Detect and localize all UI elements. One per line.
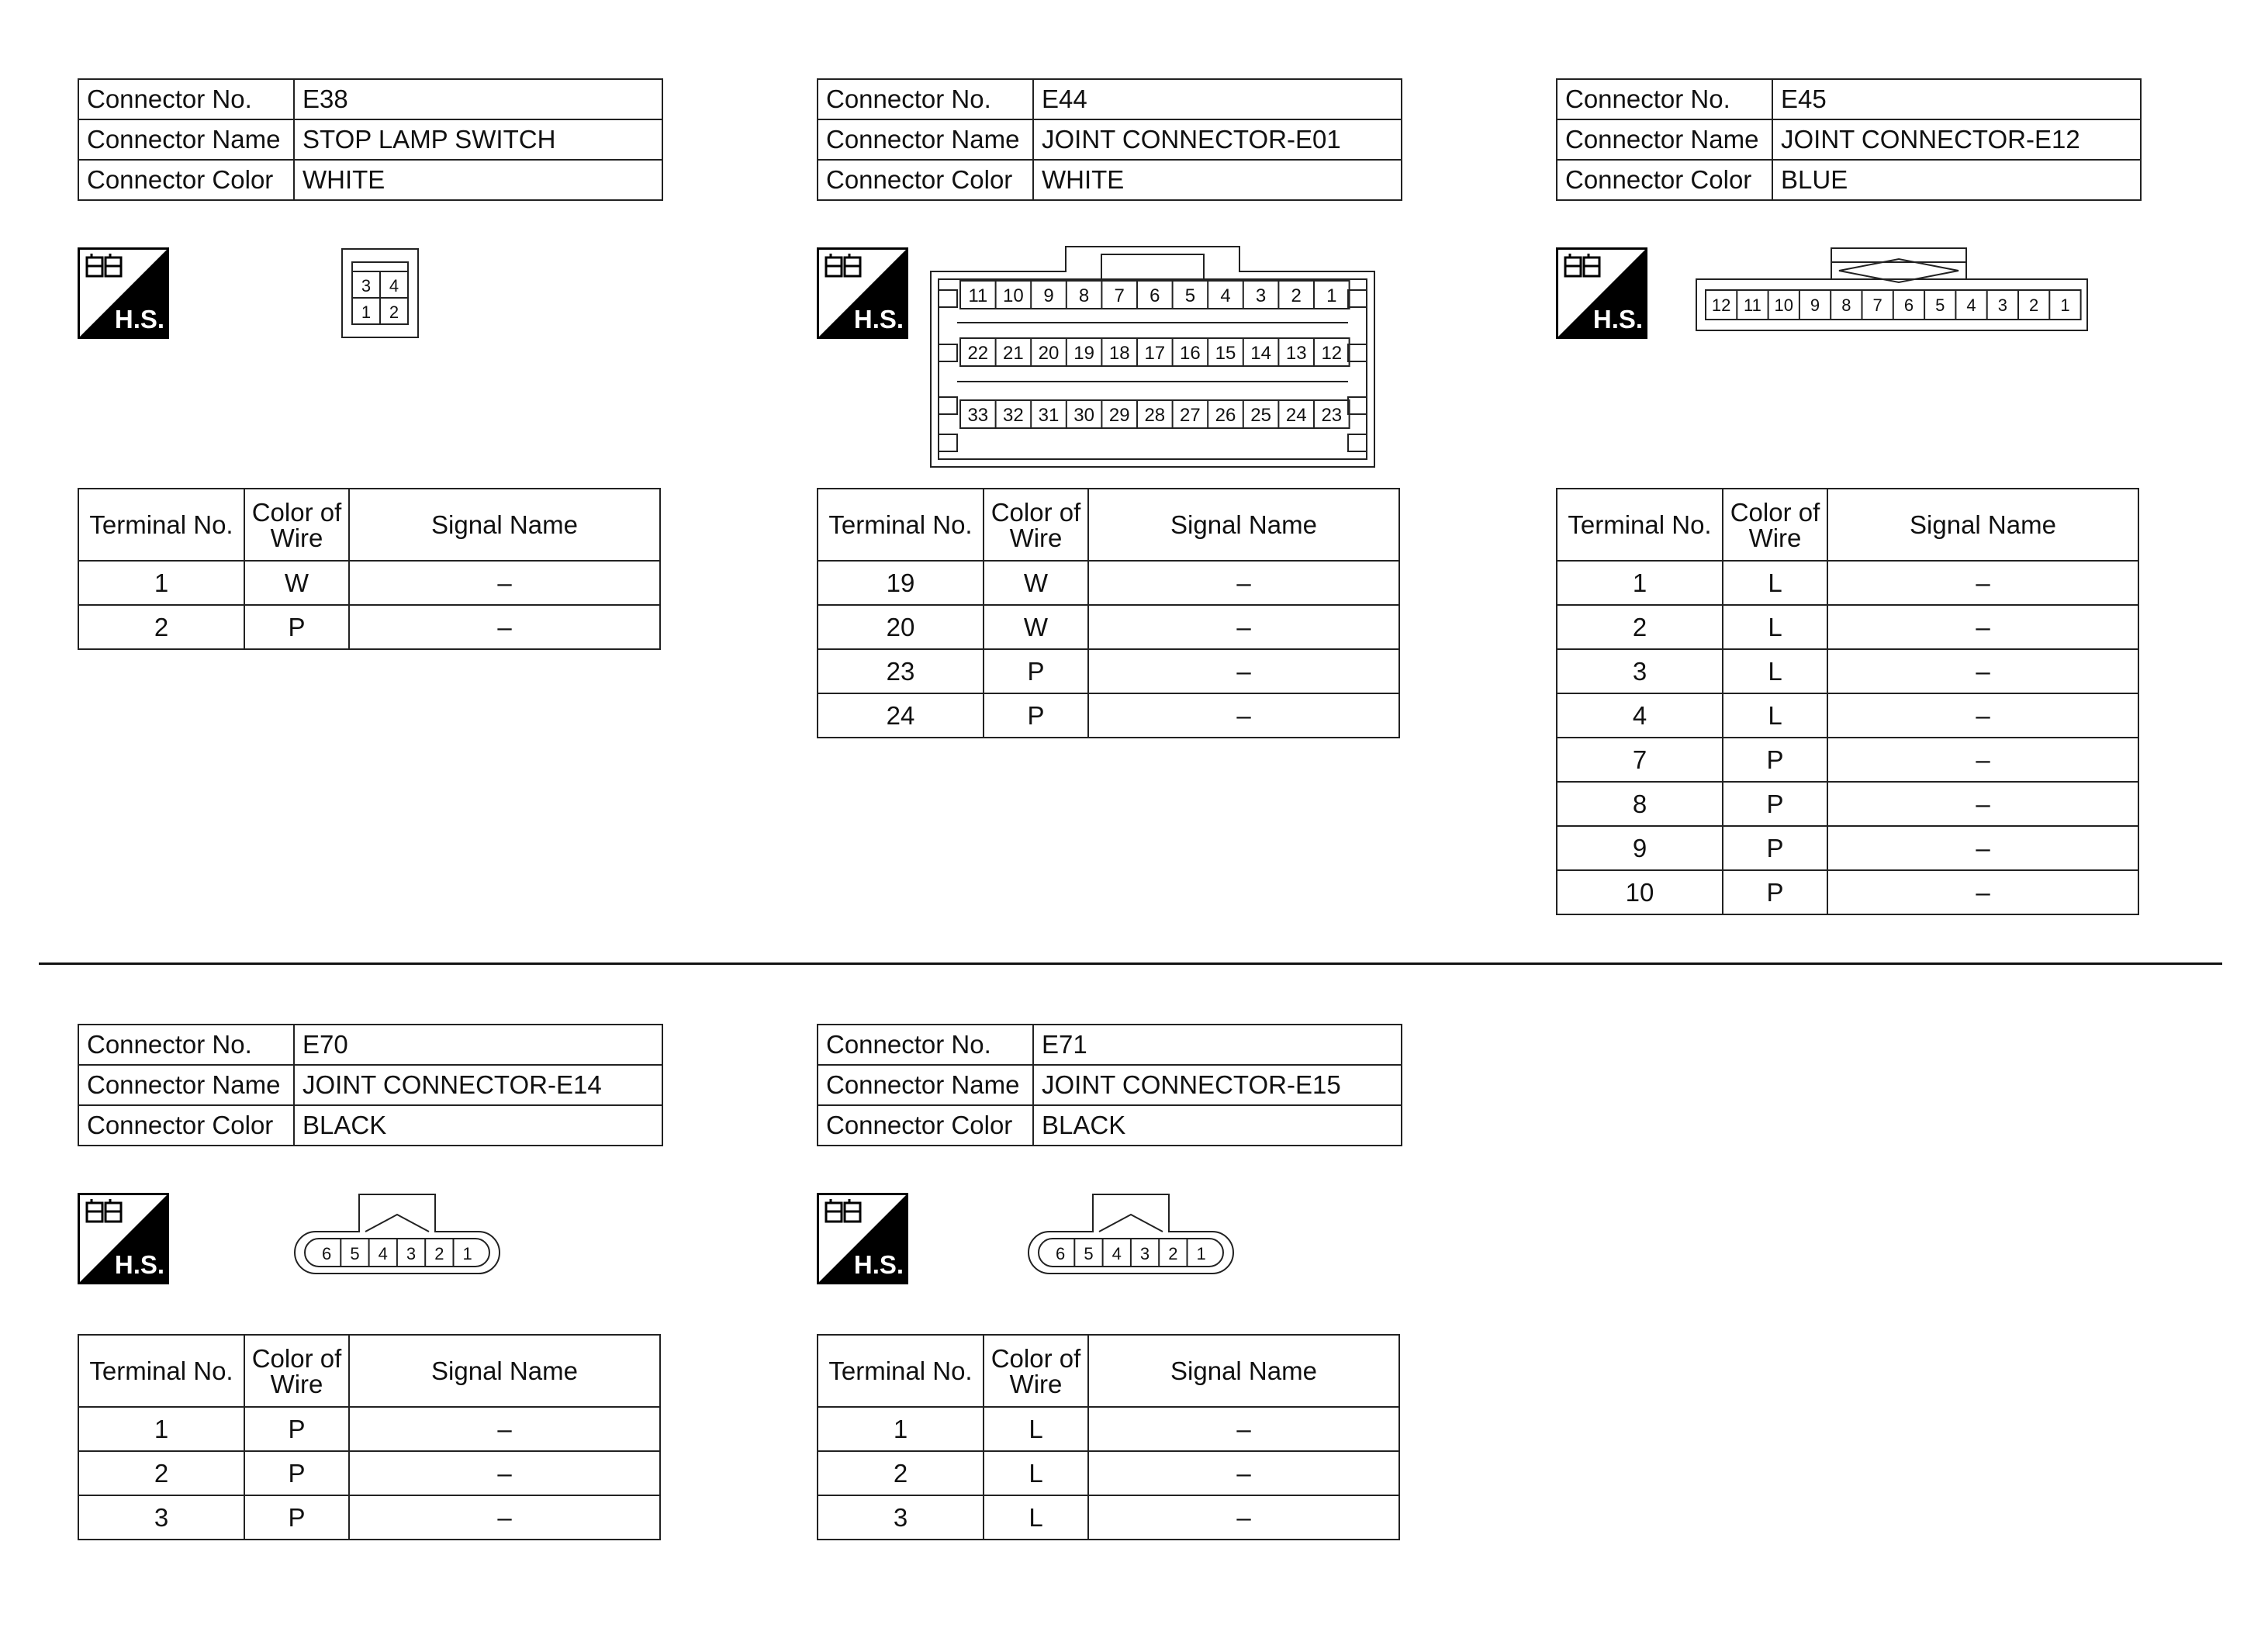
pin-number: 8 — [1078, 285, 1090, 306]
connector-info-table — [817, 1024, 1402, 1146]
connector-face-diagram — [1018, 1193, 1243, 1278]
connector-name-value: JOINT CONNECTOR-E15 — [1033, 1065, 1402, 1105]
pin-number: 27 — [1180, 405, 1201, 426]
connector-info-table — [78, 78, 663, 201]
signal-name-cell: – — [349, 561, 660, 605]
pin-number: 9 — [1810, 295, 1820, 315]
signal-name-cell: – — [1827, 782, 2138, 826]
hs-label: H.S. — [853, 1250, 904, 1279]
wire-color-cell: W — [244, 561, 349, 605]
terminal-no-cell: 2 — [1557, 605, 1723, 649]
wire-color-cell: W — [984, 605, 1088, 649]
connector-number-row — [818, 1025, 1402, 1065]
pin-number: 31 — [1038, 405, 1060, 426]
signal-name-cell: – — [1827, 826, 2138, 870]
signal-name-cell: – — [1088, 1407, 1399, 1451]
connector-number-value: E38 — [294, 79, 662, 119]
wire-color-cell: W — [984, 561, 1088, 605]
terminal-no-cell: 1 — [818, 1407, 984, 1451]
pin-number: 8 — [1841, 295, 1851, 315]
connector-name-value: STOP LAMP SWITCH — [294, 119, 662, 160]
table-row — [78, 605, 660, 649]
connector-number-label: Connector No. — [78, 79, 294, 119]
connector-number-row — [1557, 79, 2141, 119]
connector-number-row — [818, 79, 1402, 119]
connector-color-row — [78, 1105, 662, 1146]
terminal-no-cell: 3 — [818, 1495, 984, 1540]
connector-number-label: Connector No. — [818, 1025, 1033, 1065]
table-row — [1557, 826, 2138, 870]
signal-name-cell: – — [1827, 738, 2138, 782]
terminal-table-header — [1557, 489, 2138, 561]
wire-color-cell: P — [1723, 870, 1827, 914]
pin-number: 22 — [967, 343, 989, 364]
hs-label: H.S. — [114, 1250, 165, 1279]
pin-number: 6 — [1903, 295, 1914, 315]
connector-name-label: Connector Name — [78, 119, 294, 160]
connector-name-row — [78, 119, 662, 160]
terminal-no-cell: 3 — [1557, 649, 1723, 693]
signal-name-header: Signal Name — [349, 489, 660, 561]
pin-number: 32 — [1003, 405, 1024, 426]
connector-name-label: Connector Name — [1557, 119, 1772, 160]
pin-number: 25 — [1250, 405, 1271, 426]
pin-number: 13 — [1285, 343, 1307, 364]
terminal-no-cell: 9 — [1557, 826, 1723, 870]
connector-number-label: Connector No. — [78, 1025, 294, 1065]
pin-number: 15 — [1215, 343, 1236, 364]
signal-name-cell: – — [349, 1495, 660, 1540]
section-divider — [39, 963, 2222, 965]
terminal-no-cell: 24 — [818, 693, 984, 738]
connector-color-label: Connector Color — [1557, 160, 1772, 200]
connector-name-value: JOINT CONNECTOR-E14 — [294, 1065, 662, 1105]
pin-number: 4 — [1966, 295, 1976, 315]
pin-number: 4 — [389, 276, 399, 295]
signal-name-header: Signal Name — [349, 1335, 660, 1407]
signal-name-header: Signal Name — [1088, 489, 1399, 561]
terminal-no-cell: 2 — [818, 1451, 984, 1495]
hs-harness-side-icon — [817, 247, 908, 339]
hs-harness-side-icon — [78, 247, 169, 339]
table-row — [1557, 561, 2138, 605]
signal-name-cell: – — [1827, 649, 2138, 693]
hs-harness-side-icon — [1556, 247, 1647, 339]
table-row — [818, 649, 1399, 693]
pin-number: 26 — [1215, 405, 1236, 426]
terminal-no-cell: 23 — [818, 649, 984, 693]
table-row — [78, 1407, 660, 1451]
connector-color-value: BLACK — [294, 1105, 662, 1146]
connector-name-label: Connector Name — [78, 1065, 294, 1105]
terminal-no-header: Terminal No. — [818, 1335, 984, 1407]
pin-number: 3 — [1255, 285, 1267, 306]
terminal-no-cell: 3 — [78, 1495, 244, 1540]
connector-number-label: Connector No. — [818, 79, 1033, 119]
connector-name-row — [78, 1065, 662, 1105]
hs-label: H.S. — [853, 305, 904, 334]
pin-number: 3 — [406, 1244, 417, 1263]
wire-color-cell: L — [1723, 605, 1827, 649]
connector-face-diagram — [285, 1193, 510, 1278]
connector-number-row — [78, 1025, 662, 1065]
terminal-no-cell: 2 — [78, 605, 244, 649]
connector-color-value: BLUE — [1772, 160, 2141, 200]
connector-color-label: Connector Color — [818, 160, 1033, 200]
wire-color-cell: P — [244, 605, 349, 649]
wire-color-cell: L — [984, 1451, 1088, 1495]
connector-name-row — [1557, 119, 2141, 160]
terminal-table — [78, 1334, 661, 1540]
table-row — [818, 605, 1399, 649]
wire-color-cell: L — [984, 1407, 1088, 1451]
wire-color-cell: P — [1723, 826, 1827, 870]
signal-name-cell: – — [1088, 693, 1399, 738]
pin-number: 3 — [1997, 295, 2007, 315]
pin-number: 6 — [1056, 1244, 1066, 1263]
terminal-no-cell: 20 — [818, 605, 984, 649]
pin-number: 4 — [378, 1244, 388, 1263]
table-row — [78, 561, 660, 605]
connector-color-label: Connector Color — [78, 1105, 294, 1146]
connector-info-table — [78, 1024, 663, 1146]
wire-color-cell: P — [984, 649, 1088, 693]
wire-color-cell: P — [244, 1495, 349, 1540]
connector-color-value: WHITE — [1033, 160, 1402, 200]
color-of-wire-header: Color of Wire — [244, 489, 349, 561]
connector-info-table — [817, 78, 1402, 201]
pin-number: 12 — [1321, 343, 1343, 364]
connector-number-value: E70 — [294, 1025, 662, 1065]
hs-harness-side-icon — [817, 1193, 908, 1284]
table-row — [1557, 649, 2138, 693]
terminal-table — [817, 488, 1400, 738]
connector-number-value: E45 — [1772, 79, 2141, 119]
wire-color-cell: P — [244, 1451, 349, 1495]
pin-number: 5 — [350, 1244, 360, 1263]
signal-name-header: Signal Name — [1827, 489, 2138, 561]
pin-number: 1 — [462, 1244, 472, 1263]
table-row — [1557, 605, 2138, 649]
connector-color-value: WHITE — [294, 160, 662, 200]
pin-number: 30 — [1073, 405, 1094, 426]
terminal-no-cell: 1 — [78, 561, 244, 605]
signal-name-cell: – — [349, 1407, 660, 1451]
terminal-no-cell: 7 — [1557, 738, 1723, 782]
signal-name-cell: – — [349, 1451, 660, 1495]
connector-info-table — [1556, 78, 2142, 201]
pin-number: 2 — [2029, 295, 2039, 315]
table-row — [818, 1407, 1399, 1451]
connector-color-row — [1557, 160, 2141, 200]
pin-number: 16 — [1180, 343, 1201, 364]
pin-number: 2 — [1291, 285, 1302, 306]
pin-number: 7 — [1114, 285, 1125, 306]
pin-number: 3 — [1139, 1244, 1150, 1263]
terminal-no-header: Terminal No. — [78, 1335, 244, 1407]
wire-color-cell: L — [984, 1495, 1088, 1540]
wire-color-cell: L — [1723, 561, 1827, 605]
pin-number: 23 — [1321, 405, 1343, 426]
pin-number: 24 — [1285, 405, 1307, 426]
pin-number: 29 — [1108, 405, 1130, 426]
pin-number: 17 — [1144, 343, 1166, 364]
table-row — [1557, 738, 2138, 782]
color-of-wire-header: Color of Wire — [1723, 489, 1827, 561]
signal-name-cell: – — [1088, 1495, 1399, 1540]
connector-name-value: JOINT CONNECTOR-E01 — [1033, 119, 1402, 160]
table-row — [818, 1495, 1399, 1540]
pin-number: 28 — [1144, 405, 1166, 426]
connector-face-diagram — [1695, 247, 2090, 334]
terminal-table — [78, 488, 661, 650]
pin-number: 9 — [1043, 285, 1054, 306]
connector-face-diagram — [929, 245, 1379, 472]
connector-name-label: Connector Name — [818, 119, 1033, 160]
terminal-table-header — [78, 489, 660, 561]
pin-number: 3 — [361, 276, 372, 295]
pin-number: 19 — [1073, 343, 1094, 364]
connector-name-label: Connector Name — [818, 1065, 1033, 1105]
pin-number: 10 — [1003, 285, 1024, 306]
terminal-table-header — [78, 1335, 660, 1407]
table-row — [1557, 693, 2138, 738]
connector-number-label: Connector No. — [1557, 79, 1772, 119]
pin-number: 5 — [1184, 285, 1196, 306]
pin-number: 4 — [1111, 1244, 1122, 1263]
terminal-no-header: Terminal No. — [1557, 489, 1723, 561]
connector-color-row — [78, 160, 662, 200]
signal-name-cell: – — [1827, 870, 2138, 914]
connector-number-value: E71 — [1033, 1025, 1402, 1065]
connector-name-row — [818, 119, 1402, 160]
color-of-wire-header: Color of Wire — [984, 1335, 1088, 1407]
wire-color-cell: P — [1723, 738, 1827, 782]
signal-name-cell: – — [1088, 605, 1399, 649]
table-row — [818, 693, 1399, 738]
pin-number: 21 — [1003, 343, 1024, 364]
wire-color-cell: L — [1723, 693, 1827, 738]
terminal-table-header — [818, 1335, 1399, 1407]
pin-number: 20 — [1038, 343, 1060, 364]
signal-name-cell: – — [1088, 561, 1399, 605]
wire-color-cell: P — [244, 1407, 349, 1451]
pin-number: 1 — [2060, 295, 2070, 315]
pin-number: 10 — [1774, 295, 1793, 315]
connector-face-diagram — [341, 248, 422, 341]
signal-name-header: Signal Name — [1088, 1335, 1399, 1407]
signal-name-cell: – — [1088, 649, 1399, 693]
wire-color-cell: P — [984, 693, 1088, 738]
signal-name-cell: – — [349, 605, 660, 649]
pin-number: 2 — [1168, 1244, 1178, 1263]
signal-name-cell: – — [1827, 561, 2138, 605]
terminal-no-cell: 2 — [78, 1451, 244, 1495]
pin-number: 1 — [1196, 1244, 1206, 1263]
table-row — [1557, 782, 2138, 826]
signal-name-cell: – — [1827, 605, 2138, 649]
pin-number: 14 — [1250, 343, 1271, 364]
color-of-wire-header: Color of Wire — [984, 489, 1088, 561]
pin-number: 1 — [361, 302, 372, 322]
pin-number: 18 — [1108, 343, 1130, 364]
terminal-no-cell: 8 — [1557, 782, 1723, 826]
terminal-table — [817, 1334, 1400, 1540]
pin-number: 1 — [1326, 285, 1337, 306]
pin-number: 7 — [1872, 295, 1882, 315]
signal-name-cell: – — [1088, 1451, 1399, 1495]
table-row — [78, 1495, 660, 1540]
terminal-no-cell: 10 — [1557, 870, 1723, 914]
hs-label: H.S. — [114, 305, 165, 334]
wire-color-cell: P — [1723, 782, 1827, 826]
connector-color-label: Connector Color — [78, 160, 294, 200]
pin-number: 33 — [967, 405, 989, 426]
terminal-no-header: Terminal No. — [78, 489, 244, 561]
pin-number: 12 — [1711, 295, 1731, 315]
connector-color-row — [818, 1105, 1402, 1146]
terminal-no-cell: 4 — [1557, 693, 1723, 738]
pin-number: 11 — [968, 285, 988, 306]
terminal-no-header: Terminal No. — [818, 489, 984, 561]
connector-number-value: E44 — [1033, 79, 1402, 119]
table-row — [78, 1451, 660, 1495]
connector-color-row — [818, 160, 1402, 200]
connector-number-row — [78, 79, 662, 119]
terminal-no-cell: 19 — [818, 561, 984, 605]
connector-name-value: JOINT CONNECTOR-E12 — [1772, 119, 2141, 160]
wire-color-cell: L — [1723, 649, 1827, 693]
terminal-table — [1556, 488, 2139, 915]
table-row — [818, 561, 1399, 605]
color-of-wire-header: Color of Wire — [244, 1335, 349, 1407]
pin-number: 6 — [1150, 285, 1160, 306]
connector-color-value: BLACK — [1033, 1105, 1402, 1146]
terminal-no-cell: 1 — [78, 1407, 244, 1451]
connector-color-label: Connector Color — [818, 1105, 1033, 1146]
connector-name-row — [818, 1065, 1402, 1105]
pin-number: 2 — [389, 302, 399, 322]
terminal-table-header — [818, 489, 1399, 561]
table-row — [1557, 870, 2138, 914]
pin-number: 5 — [1084, 1244, 1094, 1263]
pin-number: 2 — [434, 1244, 444, 1263]
hs-harness-side-icon — [78, 1193, 169, 1284]
pin-number: 5 — [1935, 295, 1945, 315]
pin-number: 6 — [322, 1244, 332, 1263]
terminal-no-cell: 1 — [1557, 561, 1723, 605]
pin-number: 4 — [1220, 285, 1231, 306]
hs-label: H.S. — [1592, 305, 1644, 334]
table-row — [818, 1451, 1399, 1495]
pin-number: 11 — [1744, 295, 1761, 315]
signal-name-cell: – — [1827, 693, 2138, 738]
